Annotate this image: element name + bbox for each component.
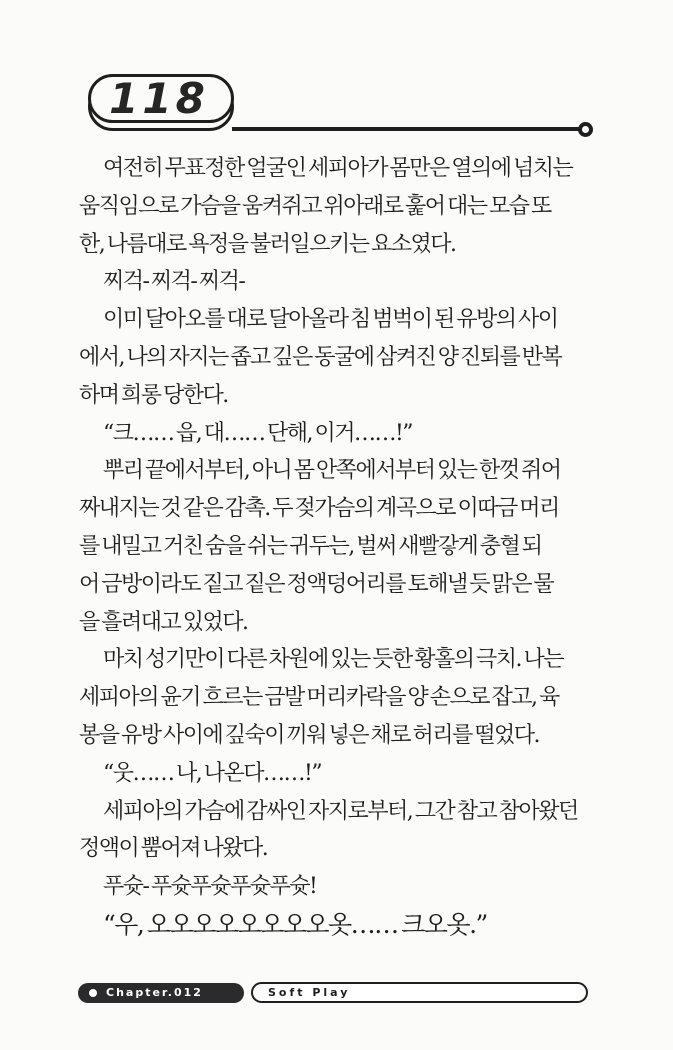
body-text [79, 150, 594, 944]
text-line: “웃…… 나, 나온다……!” [103, 760, 322, 786]
text-line: 세피아의 가슴에 감싸인 자지로부터, 그간 참고 참아왔던 [103, 798, 578, 824]
section-label: Soft Play [268, 985, 351, 999]
text-line: 봉을 유방 사이에 깊숙이 끼워 넣은 채로 허리를 떨었다. [79, 722, 539, 748]
text-line: 를 내밀고 거친 숨을 쉬는 귀두는, 벌써 새빨갛게 충혈 되 [79, 533, 542, 559]
text-line: 한, 나름대로 욕정을 불러일으키는 요소였다. [79, 231, 456, 257]
text-line: 여전히 무표정한 얼굴인 세피아가 몸만은 열의에 넘치는 [103, 156, 573, 181]
text-line: 에서, 나의 자지는 좁고 깊은 동굴에 삼켜진 양 진퇴를 반복 [79, 344, 562, 370]
text-line: 정액이 뿜어져 나왔다. [79, 836, 268, 862]
text-line: “우, 오오오오오오오오옷…… 크오옷.” [103, 909, 487, 939]
page-number: 118 [109, 73, 209, 123]
text-line: 이미 달아오를 대로 달아올라 침 범벅이 된 유방의 사이 [103, 307, 558, 333]
chapter-label: Chapter.012 [106, 986, 203, 999]
text-line: 하며 희롱 당한다. [79, 382, 228, 408]
text-line: 푸슛- 푸슛푸슛푸슛푸슛! [103, 874, 317, 900]
badge-pill [88, 74, 234, 123]
text-line: 어 금방이라도 짙고 짙은 정액덩어리를 토해낼 듯 맑은 물 [79, 571, 554, 597]
text-line: 움직임으로 가슴을 움켜쥐고 위아래로 훑어 대는 모습 또 [79, 193, 551, 219]
text-line: 마치 성기만이 다른 차원에 있는 듯한 황홀의 극치. 나는 [103, 647, 563, 673]
text-line: 찌걱- 찌걱- 찌걱- [103, 269, 245, 295]
section-title-badge [251, 982, 588, 1003]
text-line: 세피아의 윤기 흐르는 금발 머리카락을 양 손으로 잡고, 육 [79, 685, 559, 711]
text-line: “크…… 읍, 대…… 단해, 이거……!” [103, 420, 413, 446]
text-line: 뿌리 끝에서부터, 아니 몸 안쪽에서부터 있는 한껏 쥐어 [103, 458, 561, 484]
text-line: 짜내지는 것 같은 감촉. 두 젖가슴의 계곡으로 이따금 머리 [79, 496, 559, 522]
header-rule [232, 127, 579, 131]
ring-icon [578, 122, 593, 137]
text-line: 을 흘려대고 있었다. [79, 609, 248, 635]
chapter-badge [78, 983, 244, 1003]
bullet-icon [89, 989, 97, 997]
page-number-badge [88, 74, 234, 123]
